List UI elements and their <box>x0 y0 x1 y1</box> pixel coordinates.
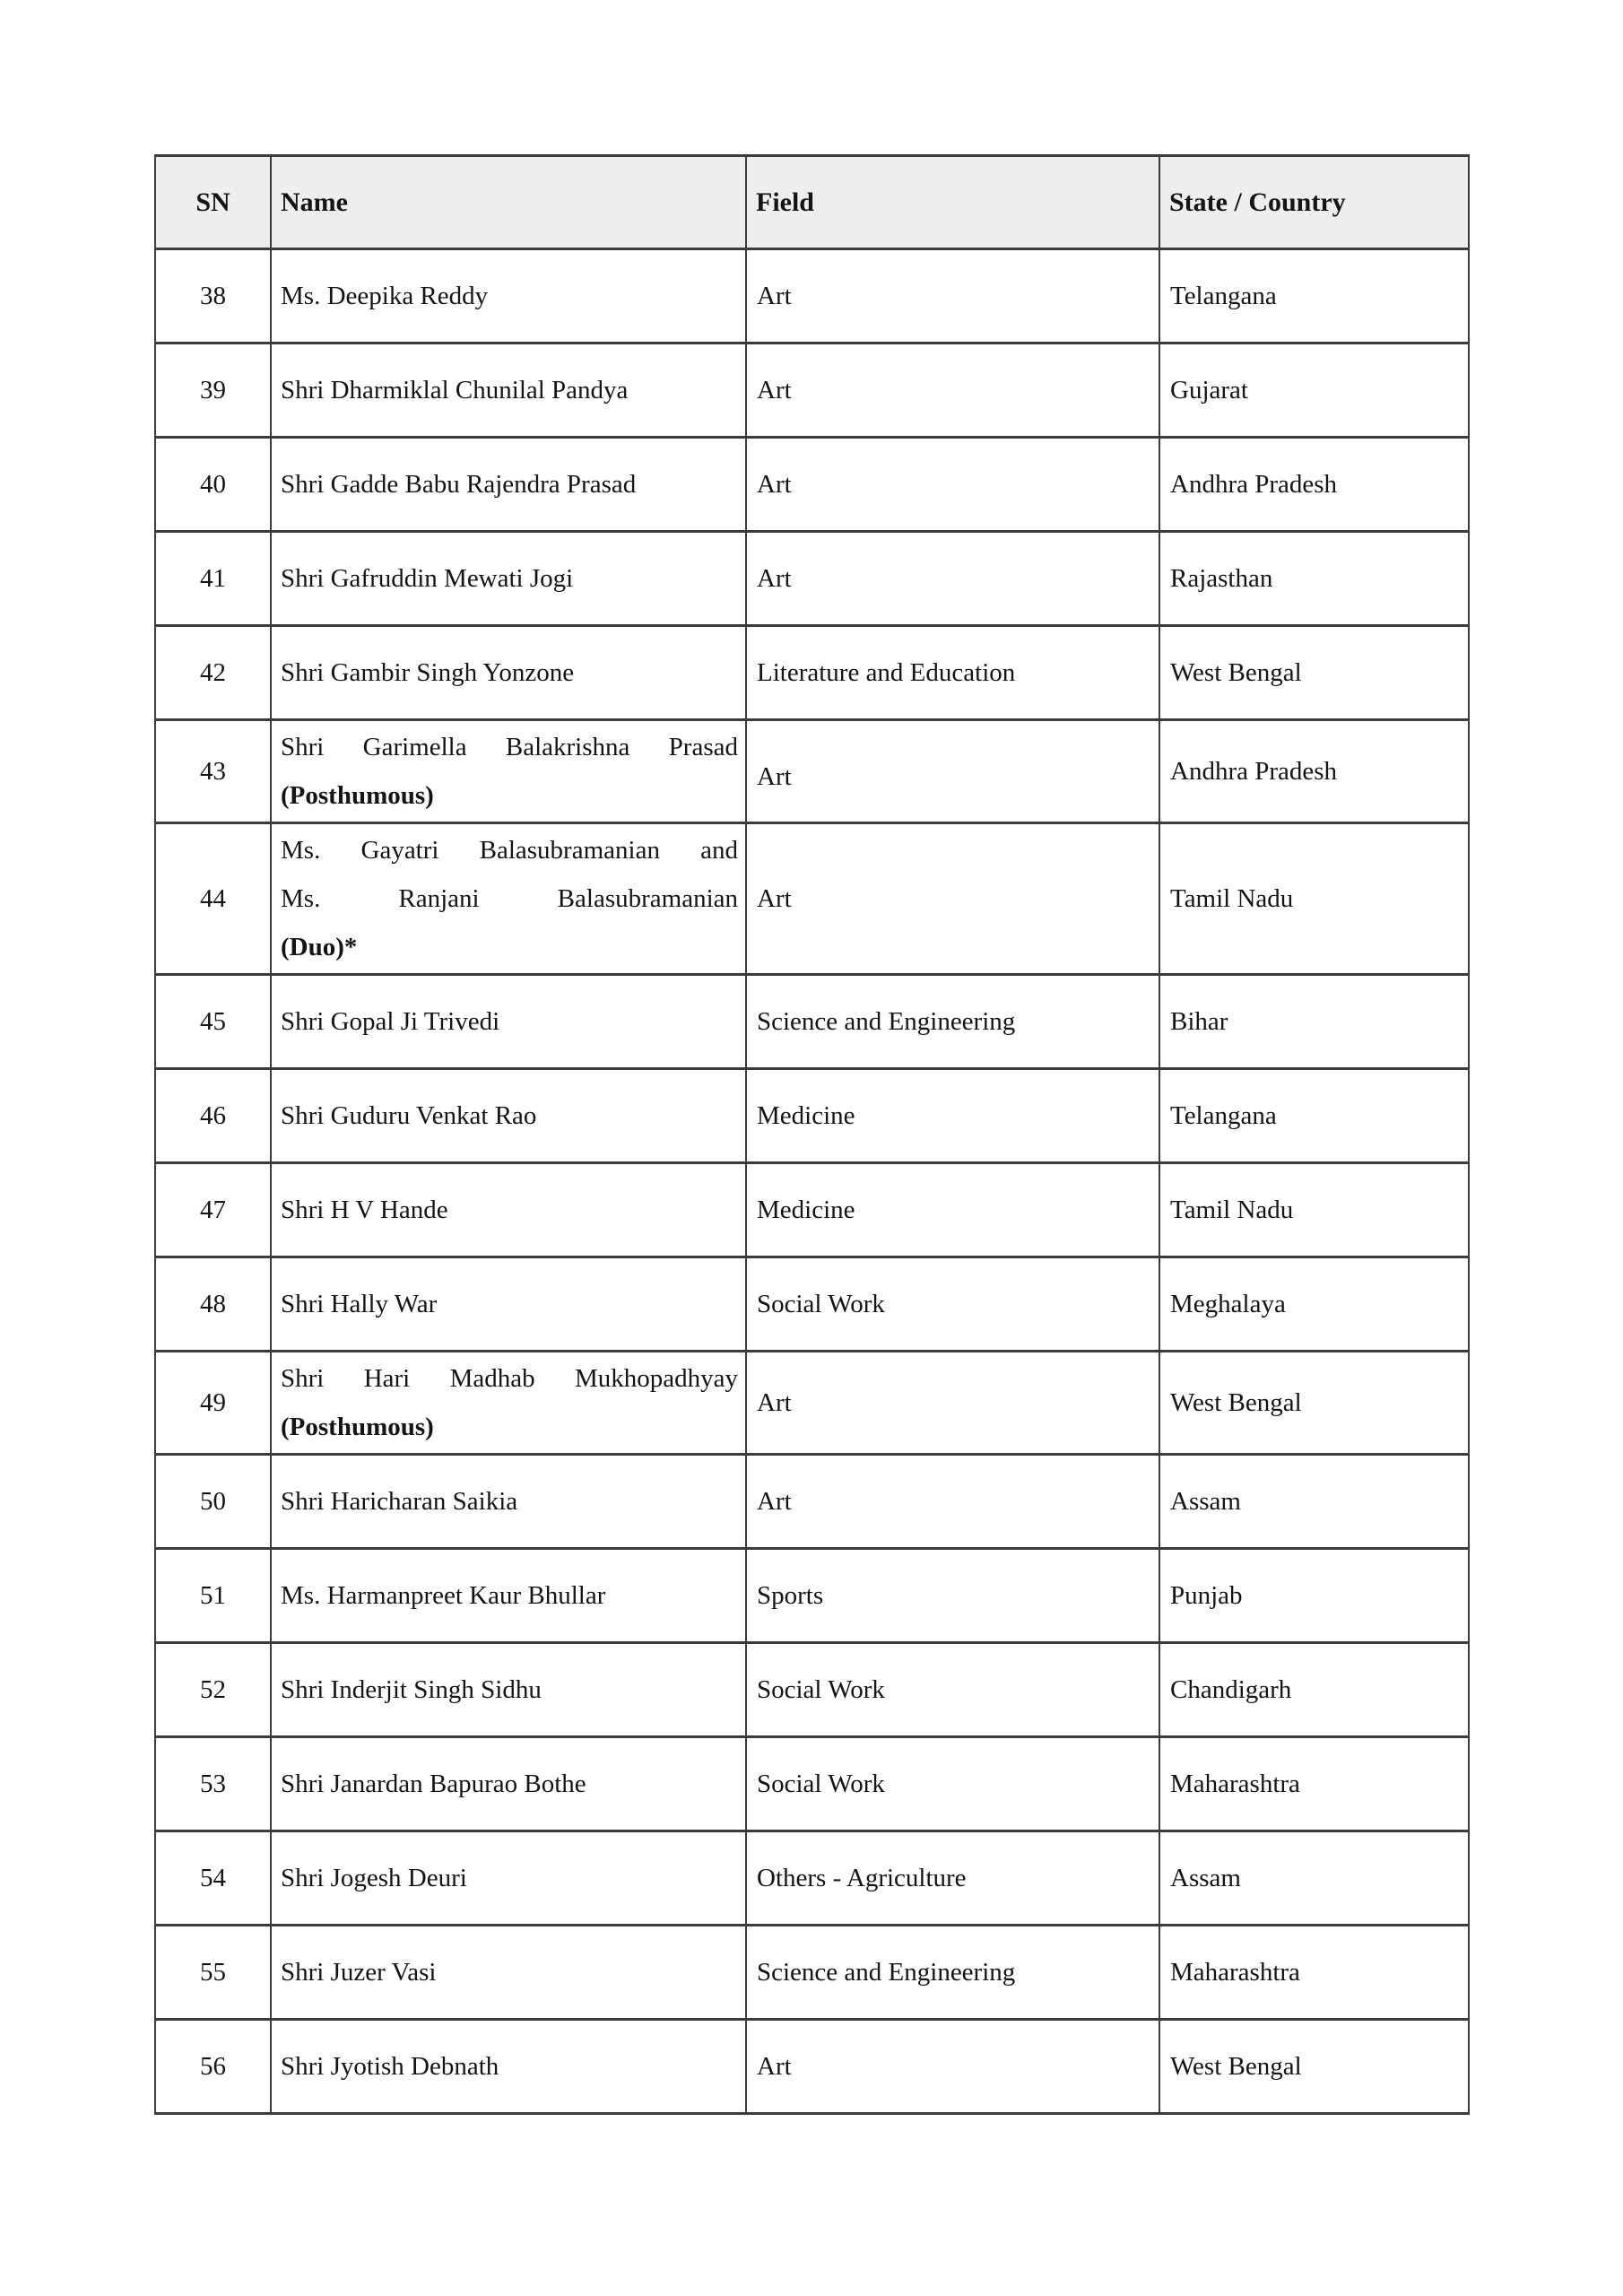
cell-sn: 50 <box>155 1455 271 1549</box>
header-sn: SN <box>155 156 271 249</box>
name-line: Shri Gambir Singh Yonzone <box>281 658 575 687</box>
cell-state: Chandigarh <box>1159 1643 1469 1737</box>
cell-name <box>271 823 746 975</box>
table-row <box>155 249 1469 344</box>
cell-name <box>271 1069 746 1163</box>
cell-field: Art <box>746 438 1159 532</box>
cell-state: West Bengal <box>1159 1352 1469 1455</box>
cell-sn: 54 <box>155 1831 271 1926</box>
table-row <box>155 438 1469 532</box>
cell-field: Art <box>746 2020 1159 2114</box>
cell-field: Social Work <box>746 1257 1159 1352</box>
cell-name <box>271 1352 746 1455</box>
table-row <box>155 1163 1469 1257</box>
name-line: Shri Jogesh Deuri <box>281 1864 467 1892</box>
name-bold-suffix: (Posthumous) <box>281 1413 434 1441</box>
table-row <box>155 1737 1469 1831</box>
cell-state: Andhra Pradesh <box>1159 720 1469 823</box>
table-row <box>155 1069 1469 1163</box>
cell-name <box>271 438 746 532</box>
cell-sn: 45 <box>155 975 271 1069</box>
table-row <box>155 1926 1469 2020</box>
name-line: Shri Hally War <box>281 1290 438 1318</box>
header-field: Field <box>746 156 1159 249</box>
table-header <box>155 156 1469 249</box>
table-body <box>155 249 1469 2114</box>
cell-sn: 53 <box>155 1737 271 1831</box>
cell-sn: 49 <box>155 1352 271 1455</box>
name-bold-suffix: (Posthumous) <box>281 781 434 810</box>
cell-state: West Bengal <box>1159 2020 1469 2114</box>
cell-state: Punjab <box>1159 1549 1469 1643</box>
cell-sn: 47 <box>155 1163 271 1257</box>
cell-sn: 42 <box>155 626 271 720</box>
name-line: Ms. Gayatri Balasubramanian and <box>281 836 738 865</box>
table-row <box>155 720 1469 823</box>
cell-state: Assam <box>1159 1831 1469 1926</box>
cell-state: Maharashtra <box>1159 1926 1469 2020</box>
cell-name <box>271 1163 746 1257</box>
cell-state: Tamil Nadu <box>1159 1163 1469 1257</box>
name-line: Shri Haricharan Saikia <box>281 1487 518 1516</box>
cell-sn: 40 <box>155 438 271 532</box>
name-line: Shri Gopal Ji Trivedi <box>281 1007 500 1036</box>
cell-field: Art <box>746 720 1159 823</box>
name-line: Shri Hari Madhab Mukhopadhyay <box>281 1364 738 1393</box>
cell-state: Telangana <box>1159 1069 1469 1163</box>
table-row <box>155 626 1469 720</box>
cell-state: Tamil Nadu <box>1159 823 1469 975</box>
name-line: Shri Juzer Vasi <box>281 1958 437 1987</box>
cell-field: Others - Agriculture <box>746 1831 1159 1926</box>
table-row <box>155 2020 1469 2114</box>
cell-state: Assam <box>1159 1455 1469 1549</box>
name-line: Shri Gafruddin Mewati Jogi <box>281 564 574 593</box>
cell-state: Maharashtra <box>1159 1737 1469 1831</box>
name-line: Shri Garimella Balakrishna Prasad <box>281 733 738 761</box>
cell-name <box>271 532 746 626</box>
header-row <box>155 156 1469 249</box>
header-name: Name <box>271 156 746 249</box>
name-line: Shri Jyotish Debnath <box>281 2052 499 2081</box>
table-row <box>155 344 1469 438</box>
table-row <box>155 1831 1469 1926</box>
name-line: Shri Gadde Babu Rajendra Prasad <box>281 470 637 499</box>
cell-name <box>271 1549 746 1643</box>
name-line: Ms. Harmanpreet Kaur Bhullar <box>281 1581 606 1610</box>
table-row <box>155 532 1469 626</box>
cell-field: Medicine <box>746 1069 1159 1163</box>
cell-field: Art <box>746 344 1159 438</box>
cell-name <box>271 249 746 344</box>
cell-sn: 44 <box>155 823 271 975</box>
table-row <box>155 823 1469 975</box>
cell-sn: 38 <box>155 249 271 344</box>
table-row <box>155 1455 1469 1549</box>
cell-name <box>271 2020 746 2114</box>
cell-state: Gujarat <box>1159 344 1469 438</box>
table-row <box>155 1643 1469 1737</box>
cell-field: Social Work <box>746 1737 1159 1831</box>
cell-sn: 41 <box>155 532 271 626</box>
cell-field: Medicine <box>746 1163 1159 1257</box>
name-line: Shri Janardan Bapurao Bothe <box>281 1770 586 1798</box>
cell-field: Science and Engineering <box>746 975 1159 1069</box>
name-line: Ms. Ranjani Balasubramanian <box>281 884 738 913</box>
cell-field: Art <box>746 1352 1159 1455</box>
table-row <box>155 1257 1469 1352</box>
cell-name <box>271 1737 746 1831</box>
cell-field: Sports <box>746 1549 1159 1643</box>
cell-sn: 43 <box>155 720 271 823</box>
cell-sn: 55 <box>155 1926 271 2020</box>
table-row <box>155 1352 1469 1455</box>
cell-name <box>271 975 746 1069</box>
cell-state: West Bengal <box>1159 626 1469 720</box>
cell-field: Art <box>746 1455 1159 1549</box>
cell-name <box>271 1455 746 1549</box>
name-line: Shri H V Hande <box>281 1196 448 1224</box>
header-state-country: State / Country <box>1159 156 1469 249</box>
cell-name <box>271 1643 746 1737</box>
cell-name <box>271 1831 746 1926</box>
name-line: Ms. Deepika Reddy <box>281 282 489 310</box>
cell-name <box>271 1926 746 2020</box>
cell-sn: 48 <box>155 1257 271 1352</box>
cell-field: Art <box>746 249 1159 344</box>
cell-sn: 46 <box>155 1069 271 1163</box>
cell-sn: 51 <box>155 1549 271 1643</box>
table-row <box>155 1549 1469 1643</box>
cell-sn: 39 <box>155 344 271 438</box>
cell-field: Science and Engineering <box>746 1926 1159 2020</box>
cell-state: Meghalaya <box>1159 1257 1469 1352</box>
cell-sn: 56 <box>155 2020 271 2114</box>
cell-name <box>271 720 746 823</box>
name-line: Shri Guduru Venkat Rao <box>281 1101 537 1130</box>
awards-table <box>154 154 1470 2115</box>
name-line: Shri Dharmiklal Chunilal Pandya <box>281 376 629 404</box>
cell-name <box>271 1257 746 1352</box>
cell-name <box>271 626 746 720</box>
table-row <box>155 975 1469 1069</box>
name-bold-suffix: (Duo)* <box>281 933 358 961</box>
cell-state: Bihar <box>1159 975 1469 1069</box>
cell-field: Social Work <box>746 1643 1159 1737</box>
cell-state: Telangana <box>1159 249 1469 344</box>
name-line: Shri Inderjit Singh Sidhu <box>281 1675 542 1704</box>
cell-name <box>271 344 746 438</box>
cell-state: Rajasthan <box>1159 532 1469 626</box>
cell-field: Art <box>746 823 1159 975</box>
cell-field: Literature and Education <box>746 626 1159 720</box>
cell-state: Andhra Pradesh <box>1159 438 1469 532</box>
cell-sn: 52 <box>155 1643 271 1737</box>
cell-field: Art <box>746 532 1159 626</box>
